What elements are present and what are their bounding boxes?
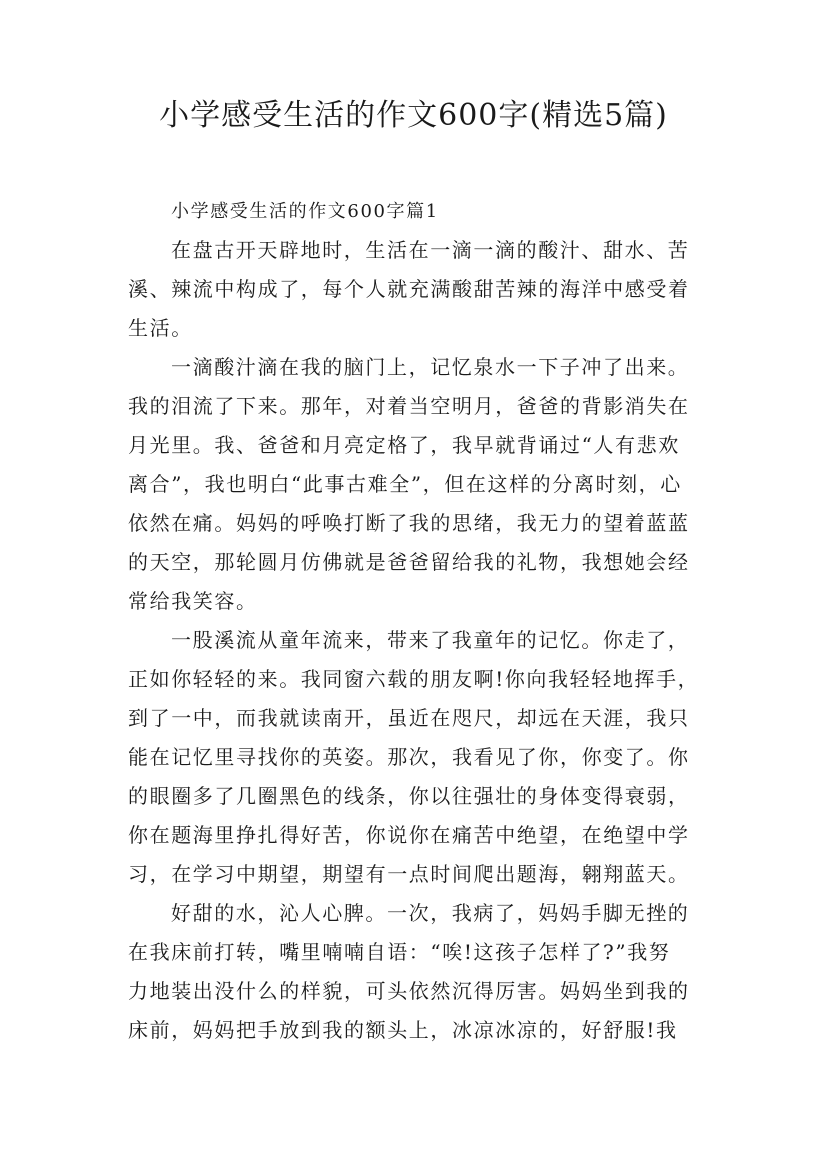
paragraph-line: 正如你轻轻的来。我同窗六载的朋友啊!你向我轻轻地挥手， — [128, 667, 700, 691]
paragraph-line: 的眼圈多了几圈黑色的线条，你以往强壮的身体变得衰弱， — [128, 784, 690, 808]
paragraph-line: 能在记忆里寻找你的英姿。那次，我看见了你，你变了。你 — [128, 745, 690, 769]
paragraph-line: 月光里。我、爸爸和月亮定格了，我早就背诵过“人有悲欢 — [128, 433, 680, 457]
paragraph-line: 一股溪流从童年流来，带来了我童年的记忆。你走了， — [171, 628, 690, 652]
section-heading: 小学感受生活的作文600字篇1 — [171, 201, 439, 222]
paragraph-line: 到了一中，而我就读南开，虽近在咫尺，却远在天涯，我只 — [128, 706, 690, 730]
paragraph-line: 离合”，我也明白“此事古难全”，但在这样的分离时刻，心 — [128, 472, 682, 496]
paragraph-line: 的天空，那轮圆月仿佛就是爸爸留给我的礼物，我想她会经 — [128, 550, 690, 574]
paragraph-line: 常给我笑容。 — [128, 589, 258, 613]
paragraph-line: 溪、辣流中构成了，每个人就充满酸甜苦辣的海洋中感受着 — [128, 277, 690, 301]
paragraph-line: 力地装出没什么的样貌，可头依然沉得厉害。妈妈坐到我的 — [128, 979, 690, 1003]
paragraph-line: 好甜的水，沁人心脾。一次，我病了，妈妈手脚无挫的 — [171, 901, 690, 925]
document-body — [128, 192, 718, 1050]
paragraph-line: 依然在痛。妈妈的呼唤打断了我的思绪，我无力的望着蓝蓝 — [128, 511, 690, 535]
paragraph-line: 习，在学习中期望，期望有一点时间爬出题海，翱翔蓝天。 — [128, 862, 690, 886]
document-title: 小学感受生活的作文600字(精选5篇) — [159, 98, 668, 133]
paragraph-line: 我的泪流了下来。那年，对着当空明月，爸爸的背影消失在 — [128, 394, 690, 418]
paragraph-line: 生活。 — [128, 316, 193, 340]
paragraph-line: 在盘古开天辟地时，生活在一滴一滴的酸汁、甜水、苦 — [171, 238, 690, 262]
paragraph-line: 一滴酸汁滴在我的脑门上，记忆泉水一下子冲了出来。 — [171, 355, 690, 379]
paragraph-line: 床前，妈妈把手放到我的额头上，冰凉冰凉的，好舒服!我 — [128, 1018, 678, 1042]
paragraph-line: 你在题海里挣扎得好苦，你说你在痛苦中绝望，在绝望中学 — [128, 823, 690, 847]
paragraph-line: 在我床前打转，嘴里喃喃自语：“唉!这孩子怎样了?”我努 — [128, 940, 671, 964]
